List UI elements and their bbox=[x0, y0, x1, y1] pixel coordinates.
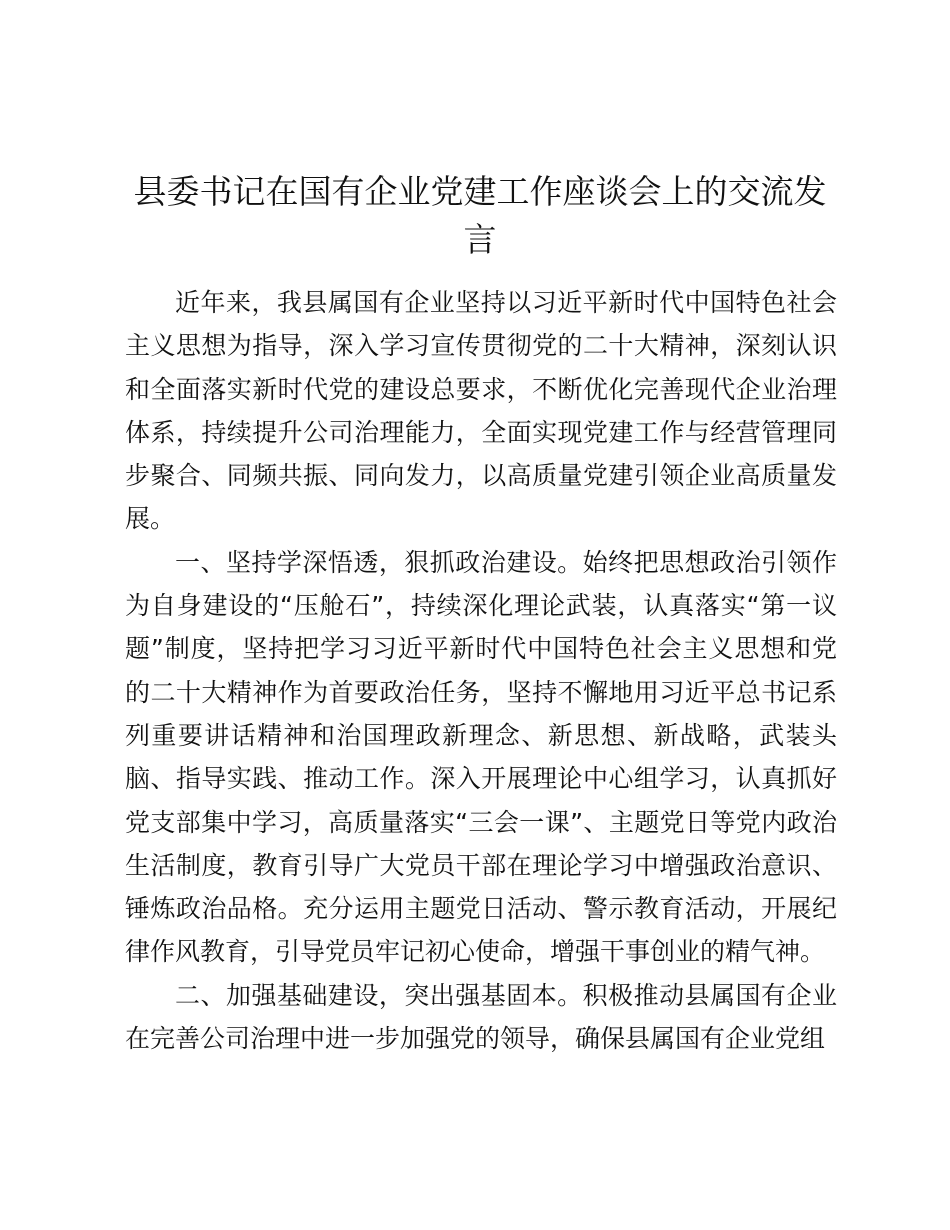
paragraph-lead: 二、加强基础建设，突出强基固本。 bbox=[175, 980, 583, 1010]
paragraph-political-building bbox=[125, 541, 837, 974]
document-body bbox=[125, 281, 837, 1060]
paragraph-foundation-building bbox=[125, 974, 837, 1061]
paragraph-text: 近年来，我县属国有企业坚持以习近平新时代中国特色社会主义思想为指导，深入学习宣传贯彻党的二十大精神，深刻认识和全面落实新时代党的建设总要求，不断优化完善现代企业治理体系，持续提升公司治理能力，全面实现党建工作与经营管理同步聚合、同频共振、同向发力，以高质量党建引领企业高质量发展。 bbox=[125, 288, 837, 534]
paragraph-text: 始终把思想政治引领作为自身建设的“压舱石”，持续深化理论武装，认真落实“第一议题”制度，坚持把学习习近平新时代中国特色社会主义思想和党的二十大精神作为首要政治任务，坚持不懈地用习近平总书记系列重要讲话精神和治国理政新理念、新思想、新战略，武装头脑、指导实践、推动工作。深入开展理论中心组学习，认真抓好党支部集中学习，高质量落实“三会一课”、主题党日等党内政治生活制度，教育引导广大党员干部在理论学习中增强政治意识、锤炼政治品格。充分运用主题党日活动、警示教育活动，开展纪律作风教育，引导党员牢记初心使命，增强干事创业的精气神。 bbox=[125, 547, 837, 967]
paragraph-text: 积极推动县属国有企业在完善公司治理中进一步加强党的领导，确保县属国有企业党组 bbox=[125, 980, 837, 1054]
paragraph-lead: 一、坚持学深悟透，狠抓政治建设。 bbox=[175, 547, 583, 577]
document-title: 县委书记在国有企业党建工作座谈会上的交流发言 bbox=[133, 172, 827, 259]
paragraph-intro bbox=[125, 281, 837, 541]
